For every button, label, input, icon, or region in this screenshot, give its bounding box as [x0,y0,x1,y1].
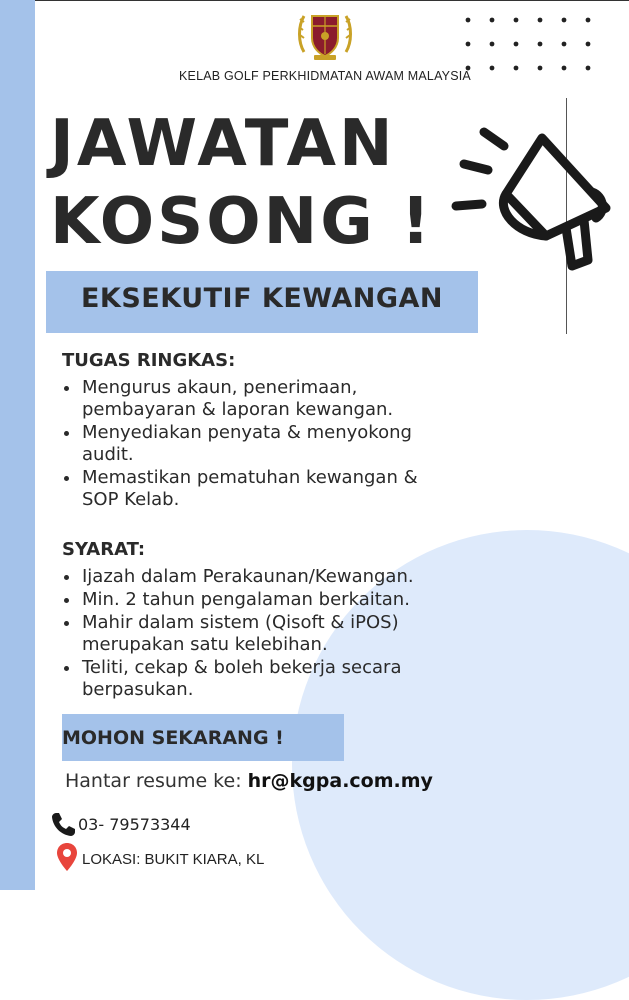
location-pin-icon [56,842,78,872]
phone-number[interactable]: 03- 79573344 [78,815,191,834]
requirements-heading: SYARAT: [62,539,146,560]
send-resume-label: Hantar resume ke: [65,770,248,792]
headline-line-2: KOSONG ! [50,185,434,259]
apply-heading: MOHON SEKARANG ! [62,727,284,749]
left-accent-bar [0,0,35,890]
position-title: EKSEKUTIF KEWANGAN [80,283,444,314]
duties-list [62,377,532,512]
list-item: Min. 2 tahun pengalaman berkaitan. [62,589,532,611]
requirements-list [62,566,532,702]
send-resume-line [65,770,433,792]
phone-icon [50,810,78,838]
club-name: KELAB GOLF PERKHIDMATAN AWAM MALAYSIA [179,69,471,83]
location-text: LOKASI: BUKIT KIARA, KL [82,851,265,868]
duties-heading: TUGAS RINGKAS: [62,350,236,371]
decorative-dots [464,16,609,76]
list-item: Memastikan pematuhan kewangan & SOP Kelab. [62,467,532,511]
list-item: Mengurus akaun, penerimaan, pembayaran & laporan kewangan. [62,377,532,421]
list-item: Menyediakan penyata & menyokong audit. [62,422,532,466]
top-border-line [35,0,629,1]
list-item: Mahir dalam sistem (Qisoft & iPOS) merupakan satu kelebihan. [62,612,532,656]
email-link[interactable]: hr@kgpa.com.my [247,770,433,792]
club-crest [296,8,354,64]
list-item: Ijazah dalam Perakaunan/Kewangan. [62,566,532,588]
megaphone-icon [446,116,616,286]
list-item: Teliti, cekap & boleh bekerja secara berpasukan. [62,657,532,701]
headline-line-1: JAWATAN [50,107,396,181]
